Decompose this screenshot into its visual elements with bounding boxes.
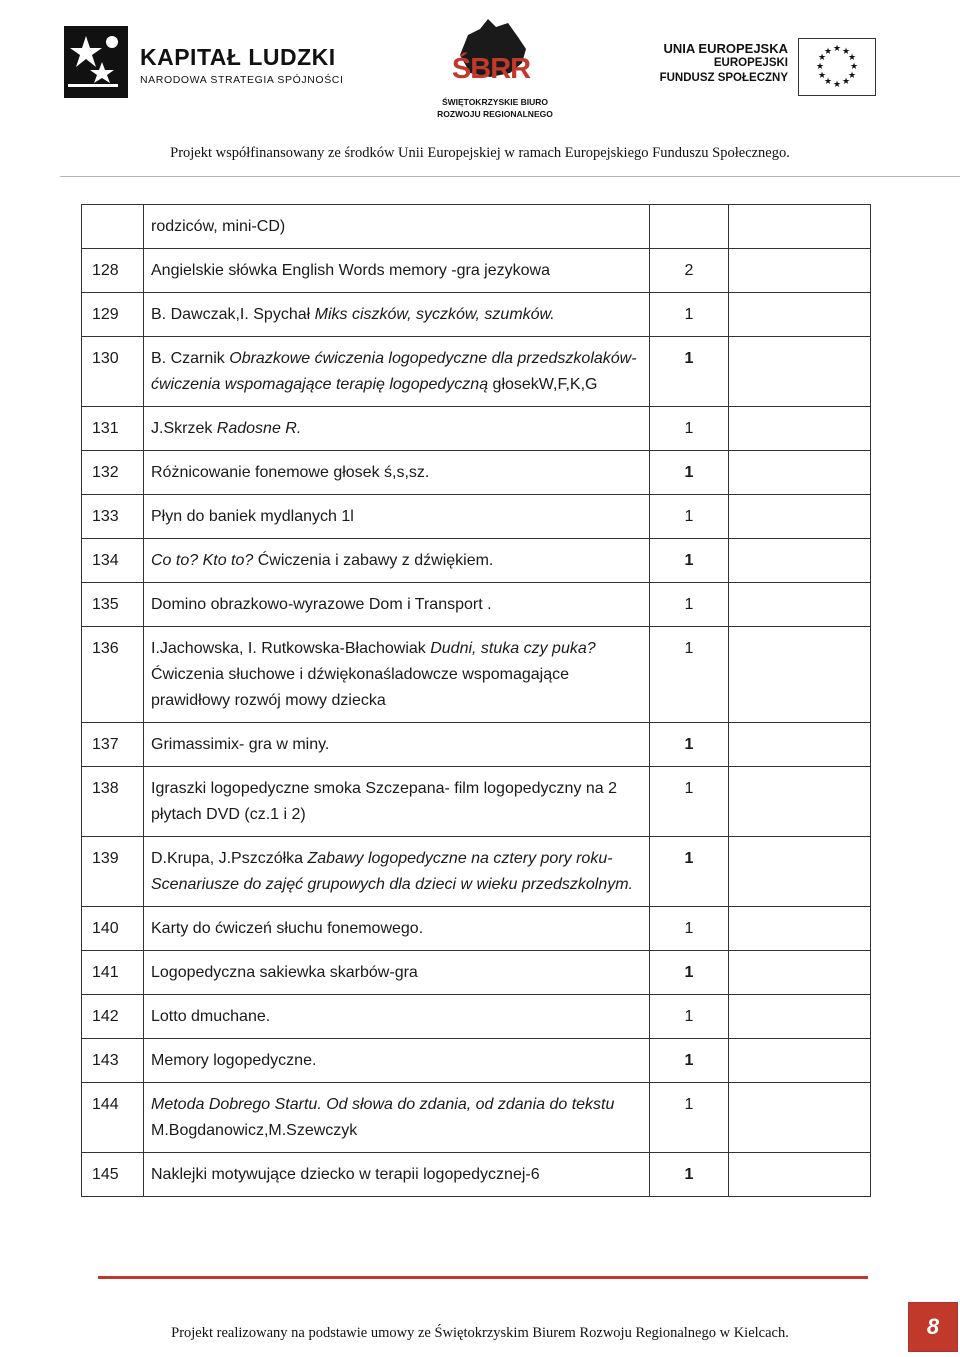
items-table: [81, 204, 871, 1197]
item-empty-cell: [729, 539, 871, 583]
item-quantity: 2: [650, 249, 729, 293]
sbrr-logo: [430, 15, 560, 120]
eu-flag-icon: [798, 38, 876, 96]
item-number: 136: [82, 627, 144, 723]
kapital-ludzki-emblem-icon: [58, 22, 138, 102]
item-empty-cell: [729, 407, 871, 451]
item-quantity: 1: [650, 583, 729, 627]
item-empty-cell: [729, 249, 871, 293]
table-row: [82, 451, 871, 495]
item-empty-cell: [729, 1153, 871, 1197]
item-empty-cell: [729, 293, 871, 337]
cofinancing-note: Projekt współfinansowany ze środków Unii Europejskiej w ramach Europejskiego Funduszu Społecznego.: [170, 145, 790, 161]
item-number: 139: [82, 837, 144, 907]
item-title: B. Dawczak,I. Spychał Miks ciszków, syczków, szumków.: [144, 293, 650, 337]
item-number: 144: [82, 1083, 144, 1153]
item-number: 141: [82, 951, 144, 995]
item-empty-cell: [729, 951, 871, 995]
item-number: 145: [82, 1153, 144, 1197]
table-row: [82, 767, 871, 837]
item-empty-cell: [729, 495, 871, 539]
kapital-ludzki-title: KAPITAŁ LUDZKI: [140, 44, 336, 70]
sbrr-subtitle-2: ROZWOJU REGIONALNEGO: [437, 109, 553, 119]
eu-line-1: UNIA EUROPEJSKA: [663, 41, 788, 56]
svg-text:★: ★: [847, 53, 857, 63]
item-quantity: 1: [650, 951, 729, 995]
svg-text:★: ★: [817, 71, 827, 81]
kapital-ludzki-logo: [58, 22, 348, 102]
items-table-body: [82, 205, 871, 1197]
item-title: I.Jachowska, I. Rutkowska-Błachowiak Dudni, stuka czy puka? Ćwiczenia słuchowe i dźwiękonaśladowcze wspomagające prawidłowy rozwój mowy dziecka: [144, 627, 650, 723]
table-row: [82, 205, 871, 249]
table-row: [82, 951, 871, 995]
svg-text:★: ★: [832, 80, 842, 90]
item-title: Różnicowanie fonemowe głosek ś,s,sz.: [144, 451, 650, 495]
item-number: 128: [82, 249, 144, 293]
item-title: Lotto dmuchane.: [144, 995, 650, 1039]
item-empty-cell: [729, 723, 871, 767]
svg-text:★: ★: [832, 44, 842, 54]
item-empty-cell: [729, 1039, 871, 1083]
item-number: 143: [82, 1039, 144, 1083]
item-empty-cell: [729, 837, 871, 907]
item-title: B. Czarnik Obrazkowe ćwiczenia logopedyczne dla przedszkolaków-ćwiczenia wspomagające terapię logopedyczną głosekW,F,K,G: [144, 337, 650, 407]
item-title: Grimassimix- gra w miny.: [144, 723, 650, 767]
table-row: [82, 583, 871, 627]
item-empty-cell: [729, 583, 871, 627]
item-empty-cell: [729, 337, 871, 407]
eu-logo: [659, 30, 880, 100]
table-row: [82, 495, 871, 539]
svg-text:★: ★: [823, 47, 833, 57]
item-quantity: 1: [650, 995, 729, 1039]
item-quantity: 1: [650, 495, 729, 539]
item-number: 142: [82, 995, 144, 1039]
footer-note: Projekt realizowany na podstawie umowy ze Świętokrzyskim Biurem Rozwoju Regionalnego w Kielcach.: [171, 1325, 789, 1341]
item-quantity: 1: [650, 337, 729, 407]
footer-divider: [98, 1276, 868, 1279]
item-number: 134: [82, 539, 144, 583]
item-number: 140: [82, 907, 144, 951]
item-empty-cell: [729, 627, 871, 723]
item-quantity: 1: [650, 767, 729, 837]
table-row: [82, 1153, 871, 1197]
table-row: [82, 539, 871, 583]
table-row: [82, 293, 871, 337]
item-title: Angielskie słówka English Words memory -gra jezykowa: [144, 249, 650, 293]
item-title: Płyn do baniek mydlanych 1l: [144, 495, 650, 539]
item-title: J.Skrzek Radosne R.: [144, 407, 650, 451]
item-number: 131: [82, 407, 144, 451]
svg-text:★: ★: [847, 71, 857, 81]
item-quantity: 1: [650, 407, 729, 451]
table-row: [82, 723, 871, 767]
item-number: 135: [82, 583, 144, 627]
kapital-ludzki-subtitle: NARODOWA STRATEGIA SPÓJNOŚCI: [140, 74, 344, 86]
item-title: Metoda Dobrego Startu. Od słowa do zdania, od zdania do tekstu M.Bogdanowicz,M.Szewczyk: [144, 1083, 650, 1153]
svg-text:★: ★: [849, 62, 859, 72]
eu-line-2: EUROPEJSKI: [713, 57, 788, 69]
item-number: [82, 205, 144, 249]
item-number: 129: [82, 293, 144, 337]
table-row: [82, 995, 871, 1039]
item-title: Logopedyczna sakiewka skarbów-gra: [144, 951, 650, 995]
item-number: 130: [82, 337, 144, 407]
item-title: Igraszki logopedyczne smoka Szczepana- film logopedyczny na 2 płytach DVD (cz.1 i 2): [144, 767, 650, 837]
item-title: rodziców, mini-CD): [144, 205, 650, 249]
table-row: [82, 627, 871, 723]
item-quantity: 1: [650, 539, 729, 583]
item-empty-cell: [729, 907, 871, 951]
item-quantity: 1: [650, 907, 729, 951]
item-title: Domino obrazkowo-wyrazowe Dom i Transport .: [144, 583, 650, 627]
item-empty-cell: [729, 451, 871, 495]
item-number: 138: [82, 767, 144, 837]
item-number: 137: [82, 723, 144, 767]
item-quantity: 1: [650, 293, 729, 337]
table-row: [82, 837, 871, 907]
sbrr-title: ŚBRR: [451, 53, 531, 85]
item-quantity: 1: [650, 1083, 729, 1153]
page-number: 8: [908, 1302, 958, 1352]
item-number: 132: [82, 451, 144, 495]
svg-text:★: ★: [841, 77, 851, 87]
svg-text:★: ★: [815, 62, 825, 72]
item-quantity: 1: [650, 723, 729, 767]
item-quantity: 1: [650, 451, 729, 495]
table-row: [82, 1039, 871, 1083]
item-empty-cell: [729, 767, 871, 837]
page-header: [0, 0, 960, 180]
item-quantity: 1: [650, 837, 729, 907]
item-title: D.Krupa, J.Pszczółka Zabawy logopedyczne na cztery pory roku-Scenariusze do zajęć grupowych dla dzieci w wieku przedszkolnym.: [144, 837, 650, 907]
header-divider: [60, 176, 960, 177]
item-empty-cell: [729, 205, 871, 249]
table-row: [82, 337, 871, 407]
svg-text:★: ★: [817, 53, 827, 63]
item-quantity: [650, 205, 729, 249]
item-empty-cell: [729, 1083, 871, 1153]
item-quantity: 1: [650, 1153, 729, 1197]
item-quantity: 1: [650, 627, 729, 723]
svg-text:★: ★: [823, 77, 833, 87]
table-row: [82, 907, 871, 951]
item-empty-cell: [729, 995, 871, 1039]
item-number: 133: [82, 495, 144, 539]
table-row: [82, 1083, 871, 1153]
sbrr-subtitle-1: ŚWIĘTOKRZYSKIE BIURO: [441, 97, 549, 107]
item-quantity: 1: [650, 1039, 729, 1083]
svg-text:★: ★: [841, 47, 851, 57]
item-title: Karty do ćwiczeń słuchu fonemowego.: [144, 907, 650, 951]
eu-line-3: FUNDUSZ SPOŁECZNY: [659, 72, 788, 84]
item-title: Memory logopedyczne.: [144, 1039, 650, 1083]
table-row: [82, 407, 871, 451]
table-row: [82, 249, 871, 293]
item-title: Naklejki motywujące dziecko w terapii logopedycznej-6: [144, 1153, 650, 1197]
item-title: Co to? Kto to? Ćwiczenia i zabawy z dźwiękiem.: [144, 539, 650, 583]
